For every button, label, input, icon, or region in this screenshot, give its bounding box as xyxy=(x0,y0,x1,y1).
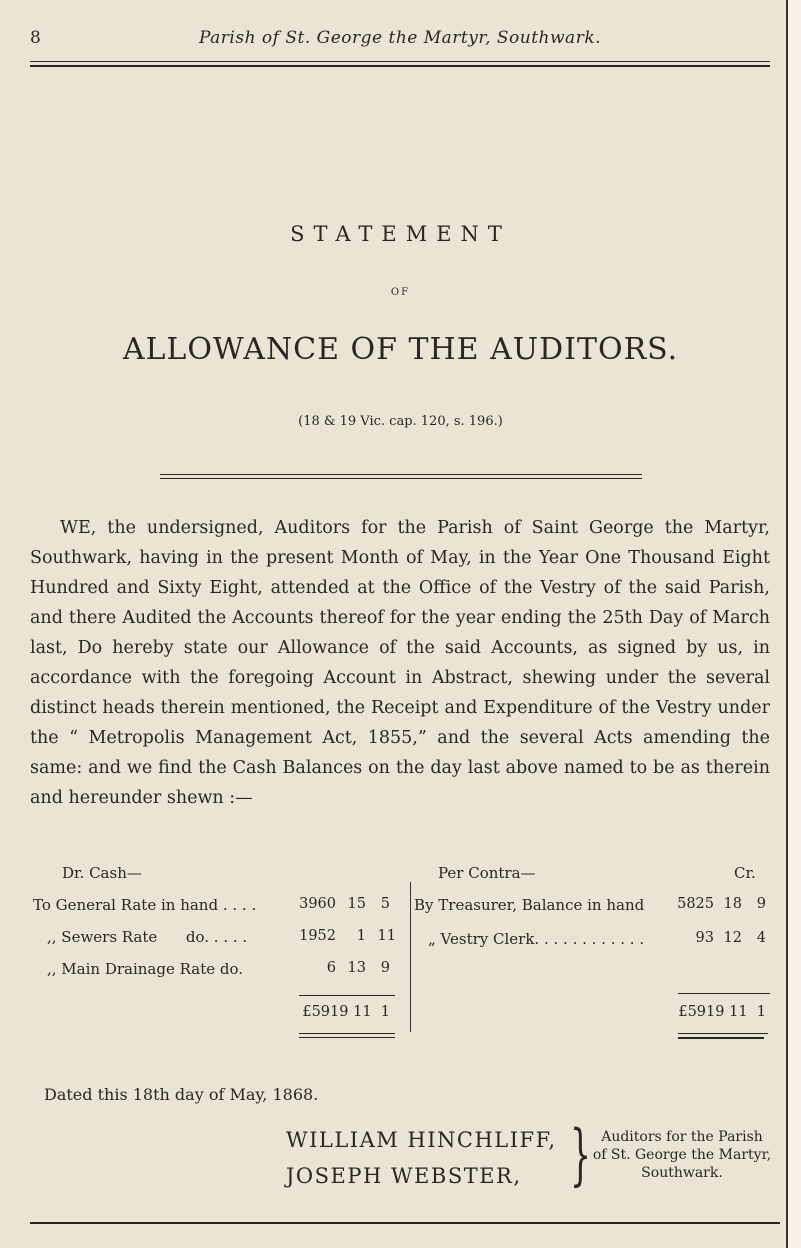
debit-row-shillings: 13 xyxy=(347,960,366,976)
credit-subtotal-rule xyxy=(678,993,770,994)
header-rule-bottom xyxy=(30,65,770,67)
statute-reference: (18 & 19 Vic. cap. 120, s. 196.) xyxy=(298,414,503,429)
running-head xyxy=(30,28,770,52)
debit-total: £5919 11 1 xyxy=(302,1004,390,1020)
debit-row-pounds: 3960 xyxy=(299,896,336,912)
debit-total-rule-bottom xyxy=(299,1037,395,1038)
credit-row-pence: 9 xyxy=(756,896,766,912)
credit-row-pence: 4 xyxy=(756,930,766,946)
debit-row-pence: 11 xyxy=(377,928,396,944)
credit-total: £5919 11 1 xyxy=(678,1004,766,1020)
section-rule-top xyxy=(160,474,642,475)
heading-statement: STATEMENT xyxy=(290,222,511,246)
debit-row-pounds: 1952 xyxy=(299,928,336,944)
signature-william-hinchliff: WILLIAM HINCHLIFF, xyxy=(286,1128,557,1152)
auditors-note xyxy=(592,1128,772,1182)
heading-main: ALLOWANCE OF THE AUDITORS. xyxy=(122,332,679,367)
debit-row-label: ,, Sewers Rate do. . . . . xyxy=(47,928,248,946)
credit-row-pounds: 5825 xyxy=(677,896,714,912)
auditors-note-line: of St. George the Martyr, xyxy=(592,1147,772,1163)
debit-row-label: To General Rate in hand . . . . xyxy=(33,896,257,914)
debit-heading: Dr. Cash— xyxy=(62,864,142,882)
signature-joseph-webster: JOSEPH WEBSTER, xyxy=(286,1164,522,1188)
credit-row-shillings: 18 xyxy=(723,896,742,912)
section-rule-bottom xyxy=(160,478,642,479)
credit-total-rule-top xyxy=(678,1033,768,1034)
debit-subtotal-rule xyxy=(299,995,395,996)
debit-row-label: ,, Main Drainage Rate do. xyxy=(47,960,244,978)
page-edge xyxy=(786,0,801,1248)
account-column-divider xyxy=(410,882,411,1032)
credit-total-rule-bottom xyxy=(678,1037,764,1039)
signature-brace: } xyxy=(570,1116,591,1193)
debit-row-shillings: 15 xyxy=(347,896,366,912)
running-title: Parish of St. George the Martyr, Southwark. xyxy=(198,28,602,48)
auditors-note-line: Southwark. xyxy=(641,1165,723,1181)
heading-of: OF xyxy=(390,287,411,298)
header-rule-top xyxy=(30,61,770,62)
credit-row-label: By Treasurer, Balance in hand xyxy=(414,896,645,914)
footer-rule xyxy=(30,1222,780,1224)
credit-cr-label: Cr. xyxy=(734,864,756,882)
credit-row-shillings: 12 xyxy=(723,930,742,946)
debit-row-pence: 5 xyxy=(380,896,390,912)
dated-line: Dated this 18th day of May, 1868. xyxy=(44,1085,319,1104)
credit-row-pounds: 93 xyxy=(695,930,714,946)
debit-row-pounds: 6 xyxy=(326,960,336,976)
statement-paragraph: WE, the undersigned, Auditors for the Parish of Saint George the Martyr, Southwark, having in the present Month of May, in the Year One Thousand Eight Hundred and Sixty Eight, attended at the Office of the Vestry of the said Parish, and there Audited the Accounts thereof for the year ending the 25th Day of March last, Do hereby state our Allowance of the said Accounts, as signed by us, in accordance with the foregoing Account in Abstract, shewing under the several distinct heads therein mentioned, the Receipt and Expenditure of the Vestry under the “ Metropolis Management Act, 1855,” and the several Acts amending the same: and we find the Cash Balances on the day last above named to be as therein and hereunder shewn :— xyxy=(30,518,770,808)
credit-row-label: „ Vestry Clerk. . . . . . . . . . . . xyxy=(428,930,645,948)
debit-row-shillings: 1 xyxy=(356,928,366,944)
page-number: 8 xyxy=(30,28,41,48)
debit-row-pence: 9 xyxy=(380,960,390,976)
debit-total-rule-top xyxy=(299,1033,395,1034)
auditors-note-line: Auditors for the Parish xyxy=(601,1129,763,1145)
credit-heading: Per Contra— xyxy=(438,864,536,882)
